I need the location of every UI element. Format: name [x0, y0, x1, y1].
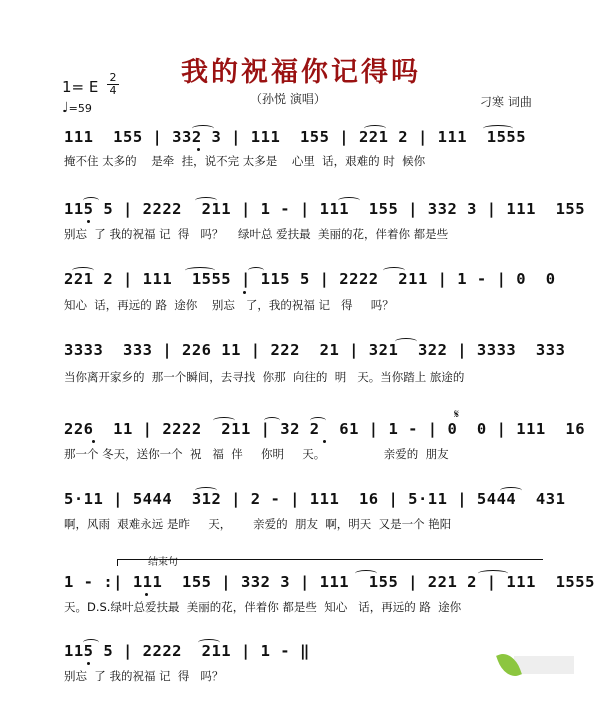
notation-row-6: 5·11 | 5444 312 | 2 - | 111 16 | 5·11 | 5444 431: [64, 490, 566, 508]
octave-dot: [87, 662, 90, 665]
slur-mark: [395, 338, 417, 345]
slur-mark: [478, 570, 508, 577]
time-signature: [107, 72, 119, 97]
slur-mark: [310, 417, 326, 424]
lyric-row-3: 知心 话，再远的 路 途你 别忘 了，我的祝福 记 得 吗？: [64, 298, 394, 312]
slur-mark: [500, 487, 522, 494]
slur-mark: [364, 125, 386, 132]
notation-row-7: 1 - :| 111 155 | 332 3 | 111 155 | 221 2 | 111 1555: [64, 573, 595, 591]
slur-mark: [355, 570, 377, 577]
slur-mark: [383, 267, 405, 274]
octave-dot: [197, 148, 200, 151]
lyric-row-7: 天。D.S.绿叶总爱扶最 美丽的花，伴着你 都是些 知心 话，再远的 路 途你: [64, 600, 462, 614]
octave-dot: [243, 291, 246, 294]
tempo-value: =59: [68, 102, 92, 115]
singer-credit: （孙悦 演唱）: [250, 92, 326, 106]
ending-bracket: [117, 559, 543, 566]
slur-mark: [83, 639, 99, 646]
octave-dot: [92, 440, 95, 443]
composer-credit: 刁寒 词曲: [480, 95, 532, 109]
lyric-row-2: 别忘 了 我的祝福 记 得 吗？ 绿叶总 爱扶最 美丽的花，伴着你 都是些: [64, 227, 449, 241]
meter-bottom: 4: [107, 84, 119, 97]
slur-mark: [72, 267, 94, 274]
slur-mark: [83, 197, 99, 204]
lyric-row-5: 那一个 冬天，送你一个 祝 福 伴 你明 天。 亲爱的 朋友: [64, 447, 449, 461]
slur-mark: [213, 417, 235, 424]
lyric-row-6: 啊，风雨 艰难永远 是昨 天， 亲爱的 朋友 啊，明天 又是一个 艳阳: [64, 517, 452, 531]
slur-mark: [185, 267, 215, 274]
ending-label: 结束句: [148, 557, 178, 568]
slur-mark: [192, 125, 214, 132]
watermark-box: [514, 656, 574, 674]
meter-top: 2: [109, 71, 117, 84]
song-title: 我的祝福你记得吗: [181, 57, 421, 88]
slur-mark: [248, 267, 264, 274]
octave-dot: [87, 220, 90, 223]
segno-icon: 𝄋: [454, 407, 460, 421]
lyric-row-4: 当你离开家乡的 那一个瞬间，去寻找 你那 向往的 明 天。当你踏上 旅途的: [64, 370, 465, 384]
notation-row-1: 111 155 | 332 3 | 111 155 | 221 2 | 111 1555: [64, 128, 527, 146]
octave-dot: [145, 593, 148, 596]
lyric-row-8: 别忘 了 我的祝福 记 得 吗？: [64, 669, 224, 683]
slur-mark: [195, 487, 217, 494]
slur-mark: [195, 197, 217, 204]
notation-row-2: 115 5 | 2222 211 | 1 - | 111 155 | 332 3 | 111 155: [64, 200, 586, 218]
octave-dot: [323, 440, 326, 443]
key-signature: 1= E: [62, 78, 99, 96]
notation-row-4: 3333 333 | 226 11 | 222 21 | 321 322 | 3333 333: [64, 341, 566, 359]
lyric-row-1: 掩不住 太多的 是牵 挂，说不完 太多是 心里 话，艰难的 时 候你: [64, 154, 426, 168]
slur-mark: [338, 197, 360, 204]
quarter-note-icon: ♩: [62, 100, 69, 116]
notation-row-3: 221 2 | 111 1555 | 115 5 | 2222 211 | 1 - | 0 0: [64, 270, 556, 288]
slur-mark: [198, 639, 220, 646]
notation-row-8: 115 5 | 2222 211 | 1 - ‖: [64, 642, 310, 660]
slur-mark: [264, 417, 280, 424]
slur-mark: [483, 125, 513, 132]
tempo-marking: [62, 100, 92, 116]
notation-row-5: 226 11 | 2222 211 | 32 2 61 | 1 - | 0 0 | 111 16: [64, 420, 586, 438]
